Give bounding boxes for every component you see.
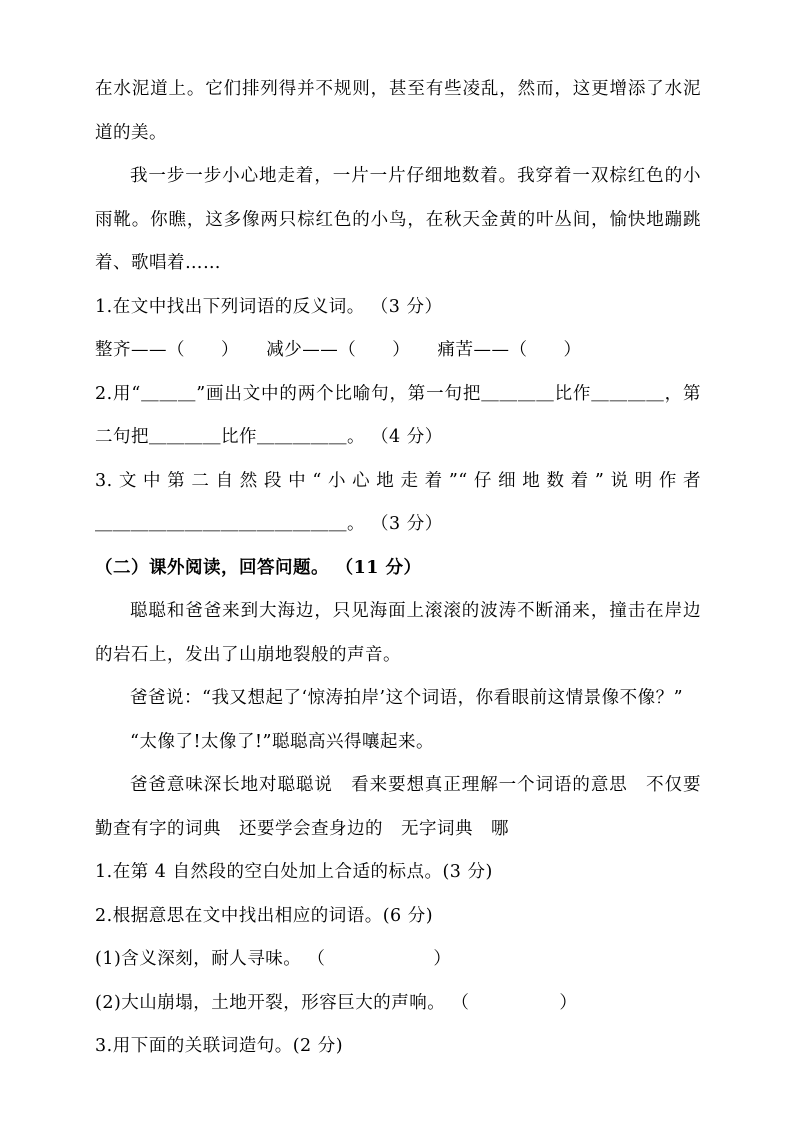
text-line: 聪聪和爸爸来到大海边，只见海面上滚滚的波涛不断涌来，撞击在岸边 — [130, 601, 701, 621]
text-line: (2)大山崩塌，土地开裂，形容巨大的声响。 （ ） — [95, 992, 578, 1013]
text-line: (1)含义深刻，耐人寻味。 （ ） — [95, 949, 452, 969]
text-line: 1.在文中找出下列词语的反义词。 （3 分） — [95, 296, 443, 317]
text-line: 的岩石上，发出了山崩地裂般的声音。 — [95, 644, 401, 665]
document-body — [95, 68, 701, 1069]
text-line: 在水泥道上。它们排列得并不规则，甚至有些凌乱，然而，这更增添了水泥 — [95, 79, 701, 99]
text-line: “太像了!太像了!”聪聪高兴得嚷起来。 — [130, 731, 434, 752]
text-line: 1.在第 4 自然段的空白处加上合适的标点。(3 分) — [95, 862, 493, 882]
text-line: 道的美。 — [95, 122, 167, 143]
text-line: 3.文中第二自然段中“小心地走着”“仔细地数着”说明作者 — [95, 470, 701, 491]
text-line: 勤查有字的词典 还要学会查身边的 无字词典 哪 — [95, 818, 509, 839]
text-line: 整齐——（ ） 减少——（ ） 痛苦——（ ） — [95, 340, 582, 360]
text-line: 2.用“＿＿＿”画出文中的两个比喻句，第一句把＿＿＿＿比作＿＿＿＿，第 — [95, 383, 701, 404]
text-line: 着、歌唱着…… — [95, 253, 221, 273]
text-line: 3.用下面的关联词造句。(2 分) — [95, 1036, 344, 1056]
text-line: 我一步一步小心地走着，一片一片仔细地数着。我穿着一双棕红色的小 — [130, 166, 701, 186]
text-line: 爸爸说：“我又想起了‘惊涛拍岸’这个词语，你看眼前这情景像不像？” — [130, 688, 684, 708]
text-line: 雨靴。你瞧，这多像两只棕红色的小鸟，在秋天金黄的叶丛间，愉快地蹦跳 — [95, 209, 701, 230]
text-line: 2.根据意思在文中找出相应的词语。(6 分) — [95, 905, 434, 926]
text-line: 爸爸意味深长地对聪聪说 看来要想真正理解一个词语的意思 不仅要 — [130, 775, 701, 795]
text-line: 二句把＿＿＿＿比作＿＿＿＿＿。 （4 分） — [95, 427, 443, 447]
text-line: （二）课外阅读，回答问题。 （11 分） — [95, 557, 422, 578]
text-line: ＿＿＿＿＿＿＿＿＿＿＿＿＿＿。 （3 分） — [95, 514, 443, 534]
